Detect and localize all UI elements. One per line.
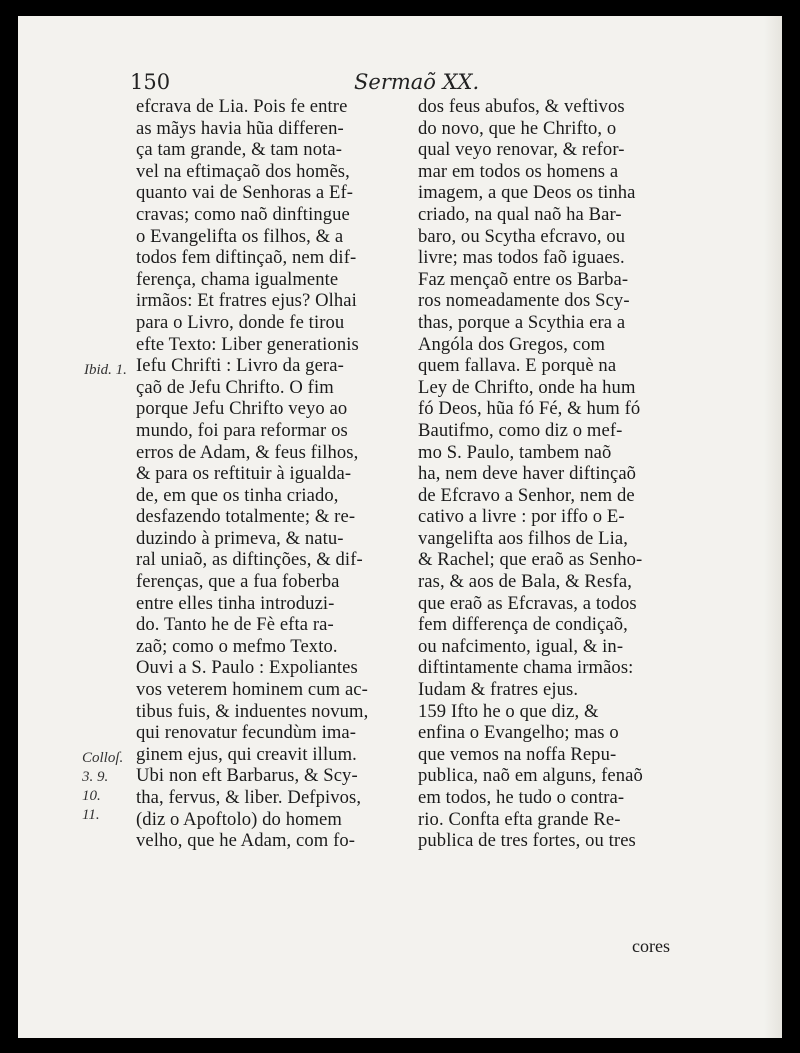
text-line: 159 Ifto he o que diz, & [418, 700, 599, 722]
text-line: o Evangelifta os filhos, & a [136, 225, 344, 247]
text-line: cravas; como naõ dinftingue [136, 203, 350, 225]
text-line: que eraõ as Efcravas, a todos [418, 592, 637, 614]
text-line: Ubi non eft Barbarus, & Scy- [136, 765, 358, 787]
text-line: efte Texto: Liber generationis [136, 333, 359, 355]
text-line: & Rachel; que eraõ as Senho- [418, 549, 643, 571]
text-line: Iudam & fratres ejus. [418, 679, 579, 701]
text-line: em todos, he tudo o contra- [418, 787, 625, 808]
text-line: velho, que he Adam, com fo- [136, 830, 356, 852]
text-line: vos veterem hominem cum ac- [136, 679, 368, 701]
text-line: duzindo à primeva, & natu- [136, 527, 344, 549]
text-line: entre elles tinha introduzi- [136, 592, 335, 614]
text-line: ça tam grande, & tam nota- [136, 139, 343, 161]
text-line: Angóla dos Gregos, com [418, 333, 606, 355]
right-text-column [418, 96, 708, 852]
text-line: ferença, chama igualmente [136, 268, 339, 290]
page-number: 150 [130, 70, 171, 94]
text-line: de, em que os tinha criado, [136, 484, 339, 506]
catchword: cores [632, 936, 670, 956]
text-line: qui renovatur fecundùm ima- [136, 722, 357, 744]
text-line: para o Livro, donde fe tirou [136, 311, 345, 333]
margin-note-line: 10. [82, 788, 101, 804]
text-line: qual veyo renovar, & refor- [418, 139, 625, 161]
text-line: enfina o Evangelho; mas o [418, 722, 619, 744]
text-line: porque Jefu Chrifto veyo ao [136, 398, 348, 420]
text-line: publica de tres fortes, ou tres [418, 830, 636, 852]
text-line: desfazendo totalmente; & re- [136, 506, 356, 528]
text-line: as mãys havia hũa differen- [136, 117, 344, 139]
text-line: Ley de Chrifto, onde ha hum [418, 376, 636, 398]
text-line: quanto vai de Senhoras a Ef- [136, 182, 354, 204]
left-text-column [136, 96, 422, 852]
text-line: ras, & aos de Bala, & Resfa, [418, 571, 632, 593]
text-line: baro, ou Scytha efcravo, ou [418, 225, 626, 247]
text-line: mar em todos os homens a [418, 160, 619, 182]
text-line: publica, naõ em alguns, fenaõ [418, 765, 643, 787]
text-line: Iefu Chrifti : Livro da gera- [136, 355, 344, 377]
text-line: diftintamente chama irmãos: [418, 657, 634, 679]
text-line: ha, nem deve haver diftinçaõ [418, 463, 637, 485]
text-line: vel na eftimaçaõ dos homẽs, [136, 160, 350, 182]
text-line: dos feus abufos, & veftivos [418, 96, 625, 117]
text-line: Ouvi a S. Paulo : Expoliantes [136, 657, 358, 679]
text-line: livre; mas todos faõ iguaes. [418, 247, 625, 269]
text-line: do. Tanto he de Fè efta ra- [136, 614, 334, 636]
text-line: ferenças, que a fua foberba [136, 571, 340, 593]
margin-note-colossians [82, 749, 138, 825]
running-title: Sermaõ XX. [354, 70, 480, 94]
page-edge [764, 16, 782, 1038]
text-line: thas, porque a Scythia era a [418, 311, 626, 333]
text-line: fó Deos, hũa fó Fé, & hum fó [418, 398, 641, 420]
text-line: quem fallava. E porquè na [418, 355, 617, 377]
text-line: efcrava de Lia. Pois fe entre [136, 96, 348, 117]
text-line: erros de Adam, & feus filhos, [136, 441, 359, 463]
margin-note-line: 3. 9. [82, 769, 109, 785]
text-line: cativo a livre : por iffo o E- [418, 506, 625, 528]
text-line: do novo, que he Chrifto, o [418, 117, 617, 139]
text-line: de Efcravo a Senhor, nem de [418, 484, 635, 506]
text-line: fem differença de condiçaõ, [418, 614, 628, 636]
text-line: Faz mençaõ entre os Barba- [418, 268, 629, 290]
text-line: ginem ejus, qui creavit illum. [136, 743, 357, 765]
text-line: ou nafcimento, igual, & in- [418, 635, 624, 657]
text-line: todos fem diftinçaõ, nem dif- [136, 247, 357, 269]
text-line: & para os reftituir à igualda- [136, 463, 352, 485]
text-line: zaõ; como o mefmo Texto. [136, 635, 338, 657]
text-line: (diz o Apoftolo) do homem [136, 808, 342, 830]
text-line: çaõ de Jefu Chrifto. O fim [136, 376, 334, 398]
text-line: irmãos: Et fratres ejus? Olhai [136, 290, 357, 312]
margin-note-line: 11. [82, 807, 100, 823]
text-line: Bautifmo, como diz o mef- [418, 419, 623, 441]
text-line: mundo, foi para reformar os [136, 419, 348, 441]
text-line: rio. Confta efta grande Re- [418, 808, 621, 830]
text-line: imagem, a que Deos os tinha [418, 182, 636, 204]
page [18, 16, 782, 1038]
text-line: tha, fervus, & liber. Defpivos, [136, 787, 362, 808]
text-line: tibus fuis, & induentes novum, [136, 700, 369, 722]
margin-note-line: Colloſ. [82, 750, 124, 766]
text-line: ral uniaõ, as diftinções, & dif- [136, 549, 363, 571]
margin-note-ibid: Ibid. 1. [84, 362, 127, 378]
text-line: criado, na qual naõ ha Bar- [418, 203, 622, 225]
text-line: que vemos na noffa Repu- [418, 743, 617, 765]
page-header [18, 70, 782, 96]
text-line: ros nomeadamente dos Scy- [418, 290, 630, 312]
text-line: vangelifta aos filhos de Lia, [418, 527, 628, 549]
text-line: mo S. Paulo, tambem naõ [418, 441, 612, 463]
